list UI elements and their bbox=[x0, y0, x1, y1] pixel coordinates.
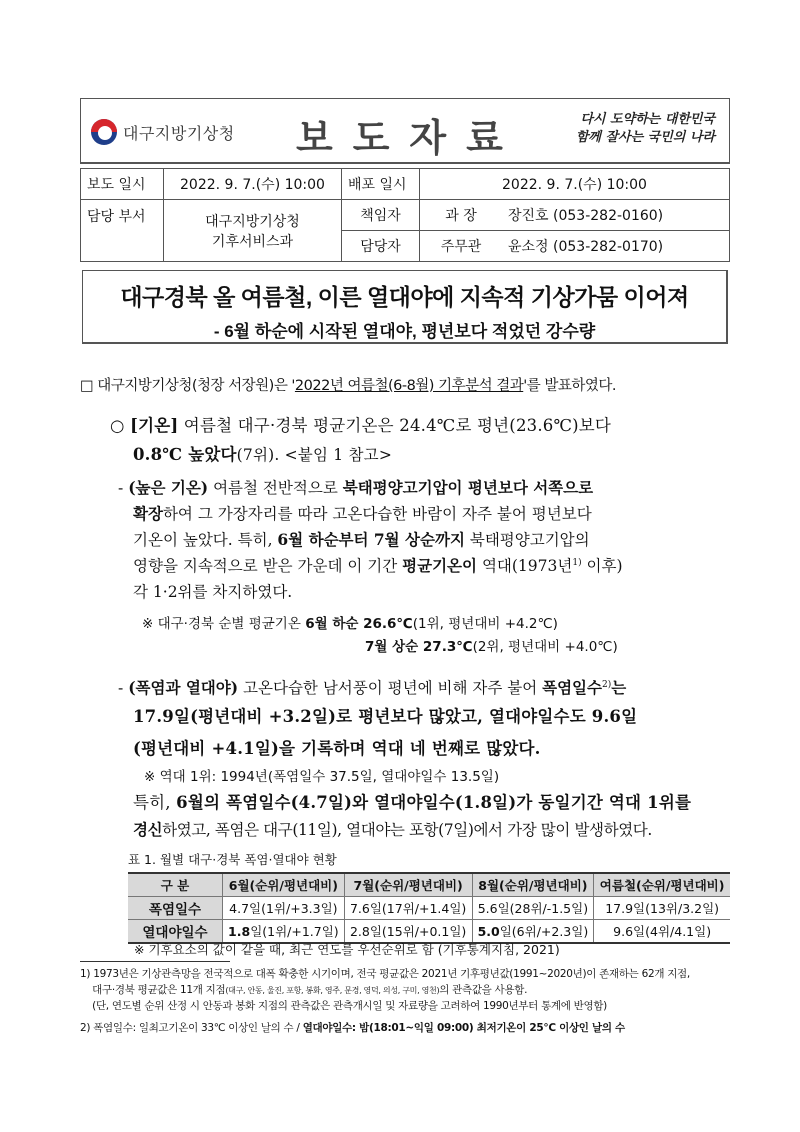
cell-text: 4.7일(1위/+3.3일) bbox=[229, 901, 338, 916]
high-temp-line-3 bbox=[133, 528, 590, 550]
headline-subtitle: - 6월 하순에 시작된 열대야, 평년보다 적었던 강수량 bbox=[213, 322, 596, 341]
temperature-rank: (7위). <붙임 1 참고> bbox=[236, 446, 393, 464]
heat-line-2: 17.9일(평년대비 +3.2일)로 평년보다 많았고, 열대야일수도 9.6일 bbox=[133, 707, 638, 726]
footnote-2 bbox=[80, 1020, 625, 1035]
heat-line-1 bbox=[118, 676, 626, 698]
table-header-row bbox=[128, 873, 730, 897]
cell-text: 일(6위/+2.3일) bbox=[499, 924, 589, 939]
agency-logo bbox=[91, 119, 235, 145]
taegeuk-logo-icon bbox=[91, 119, 117, 145]
agency-name: 대구지방기상청 bbox=[123, 123, 235, 143]
staff-contact: 윤소정 (053-282-0170) bbox=[502, 231, 730, 262]
release-info-table bbox=[80, 168, 730, 262]
circle-bullet-icon: ○ bbox=[110, 416, 125, 435]
slogan-line-1: 다시 도약하는 대한민국 bbox=[580, 112, 715, 127]
headline-title: 대구경북 올 여름철, 이른 열대야에 지속적 기상가뭄 이어져 bbox=[120, 284, 689, 310]
heat-tag: (폭염과 열대야) bbox=[128, 678, 239, 697]
high-temp-text: 북태평양고기압의 bbox=[464, 531, 590, 549]
distribute-date-value: 2022. 9. 7.(수) 10:00 bbox=[420, 169, 730, 200]
headline-box bbox=[82, 270, 728, 344]
table-cell bbox=[344, 897, 472, 920]
high-temp-text: 이후) bbox=[581, 557, 623, 575]
note-value-bold: 7월 상순 27.3℃ bbox=[365, 639, 473, 655]
heat-record-note: ※ 역대 1위: 1994년(폭염일수 37.5일, 열대야일수 13.5일) bbox=[144, 769, 500, 785]
heat-line-3: (평년대비 +4.1일)을 기록하며 역대 네 번째로 많았다. bbox=[133, 739, 541, 758]
high-temp-bold: 6월 하순부터 7월 상순까지 bbox=[277, 530, 465, 549]
dash-bullet: - bbox=[118, 479, 124, 497]
table-row bbox=[128, 897, 730, 920]
staff-title: 주무관 bbox=[420, 231, 503, 262]
lead-prefix: □ 대구지방기상청(청장 서장원)은 ' bbox=[80, 378, 295, 394]
high-temp-text: 기온이 높았다. 특히, bbox=[133, 531, 278, 549]
press-header bbox=[80, 98, 730, 164]
high-temp-line-4 bbox=[133, 554, 623, 576]
table-cell bbox=[594, 920, 730, 944]
high-temp-text: 각 1·2위를 차지하였다. bbox=[133, 583, 293, 601]
heat-text: 하였고, 폭염은 대구(11일), 열대야는 포항(7일)에서 가장 많이 발생하였다. bbox=[162, 821, 652, 839]
release-date-value: 2022. 9. 7.(수) 10:00 bbox=[164, 169, 342, 200]
note-value-rest: (1위, 평년대비 +4.2℃) bbox=[412, 616, 558, 632]
department-line-1: 대구지방기상청 bbox=[205, 213, 300, 230]
high-temp-note-2 bbox=[365, 635, 618, 655]
heat-bold: 폭염일수 bbox=[542, 678, 603, 697]
cell-bold: 1.8 bbox=[228, 924, 251, 939]
manager-title: 과 장 bbox=[420, 200, 503, 231]
note-value-bold: 6월 하순 26.6℃ bbox=[305, 616, 413, 632]
footnote-divider bbox=[80, 961, 230, 962]
high-temp-bold: 평균기온이 bbox=[402, 556, 478, 575]
heat-stats-table bbox=[128, 872, 730, 944]
cell-text: 17.9일(13위/3.2일) bbox=[605, 901, 720, 916]
department-value bbox=[164, 200, 342, 262]
heat-line-4 bbox=[133, 789, 691, 813]
note-prefix: ※ 대구·경북 순별 평균기온 bbox=[142, 616, 306, 632]
temperature-tag: [기온] bbox=[130, 416, 179, 435]
cell-text: 일(1위/+1.7일) bbox=[250, 924, 339, 939]
note-value-rest: (2위, 평년대비 +4.0℃) bbox=[472, 639, 618, 655]
table-note: ※ 기후요소의 값이 같을 때, 최근 연도를 우선순위로 함 (기후통계지침, 2021) bbox=[134, 942, 560, 957]
table-caption: 표 1. 월별 대구·경북 폭염·열대야 현황 bbox=[128, 852, 337, 867]
lead-report-title: 2022년 여름철(6-8월) 기후분석 결과 bbox=[294, 378, 524, 394]
high-temp-line-2 bbox=[133, 502, 592, 524]
footnote-stations: (대구, 안동, 울진, 포항, 봉화, 영주, 문경, 영덕, 의성, 구미, 영천) bbox=[225, 986, 440, 995]
footnote-text: 2) 폭염일수: 일최고기온이 33℃ 이상인 날의 수 / bbox=[80, 1022, 303, 1034]
table-header: 7월(순위/평년대비) bbox=[344, 873, 472, 897]
footnote-ref-1: 1) bbox=[572, 557, 582, 568]
high-temp-line-5 bbox=[133, 580, 292, 602]
manager-contact: 장진호 (053-282-0160) bbox=[502, 200, 730, 231]
footnote-1-line-2 bbox=[80, 982, 527, 997]
high-temp-text: 여름철 전반적으로 bbox=[208, 479, 343, 497]
dash-bullet: - bbox=[118, 679, 124, 697]
temperature-diff: 0.8℃ 높았다 bbox=[133, 445, 237, 464]
temperature-text-1: 여름철 대구·경북 평균기온은 24.4℃로 평년(23.6℃)보다 bbox=[178, 416, 612, 435]
high-temp-text: 역대(1973년 bbox=[477, 557, 573, 575]
row-label: 열대야일수 bbox=[128, 920, 223, 944]
cell-text: 9.6일(4위/4.1일) bbox=[613, 924, 712, 939]
slogan-line-2: 함께 잘사는 국민의 나라 bbox=[575, 130, 715, 145]
high-temp-tag: (높은 기온) bbox=[128, 478, 209, 497]
department-label: 담당 부서 bbox=[81, 200, 164, 262]
footnote-1-line-1: 1) 1973년은 기상관측망을 전국적으로 대폭 확충한 시기이며, 전국 평균값은 2021년 기후평년값(1991~2020년)이 존재하는 62개 지점, bbox=[80, 968, 690, 980]
distribute-date-label: 배포 일시 bbox=[342, 169, 420, 200]
high-temp-bold: 북태평양고기압이 평년보다 서쪽으로 bbox=[342, 478, 594, 497]
document-type-title: 보도자료 bbox=[296, 116, 523, 160]
table-cell bbox=[594, 897, 730, 920]
high-temp-text: 영향을 지속적으로 받은 가운데 이 기간 bbox=[133, 557, 403, 575]
footnote-1-line-3: (단, 연도별 순위 산정 시 안동과 봉화 지점의 관측값은 관측개시일 및 자료량을 고려하여 1990년부터 통계에 반영함) bbox=[80, 1000, 607, 1012]
cell-bold: 5.0 bbox=[477, 924, 500, 939]
heat-bold: 경신 bbox=[133, 820, 163, 839]
row-label: 폭염일수 bbox=[128, 897, 223, 920]
temperature-line-1 bbox=[110, 412, 611, 436]
staff-label: 담당자 bbox=[342, 231, 420, 262]
footnote-ref-2: 2) bbox=[602, 679, 612, 690]
footnote-bold: 열대야일수: 밤(18:01~익일 09:00) 최저기온이 25℃ 이상인 날의 수 bbox=[302, 1022, 625, 1034]
manager-label: 책임자 bbox=[342, 200, 420, 231]
heat-bold: 6월의 폭염일수(4.7일)와 열대야일수(1.8일)가 동일기간 역대 1위를 bbox=[176, 793, 692, 812]
department-line-2: 기후서비스과 bbox=[211, 233, 294, 250]
heat-line-5 bbox=[133, 818, 652, 840]
table-cell bbox=[223, 897, 345, 920]
lead-suffix: '를 발표하였다. bbox=[523, 378, 616, 394]
table-header: 6월(순위/평년대비) bbox=[223, 873, 345, 897]
government-slogan bbox=[576, 111, 715, 147]
table-cell bbox=[472, 897, 594, 920]
table-header: 여름철(순위/평년대비) bbox=[594, 873, 730, 897]
high-temp-text: 하여 그 가장자리를 따라 고온다습한 바람이 자주 불어 평년보다 bbox=[162, 505, 592, 523]
table-header: 구 분 bbox=[128, 873, 223, 897]
lead-paragraph bbox=[80, 374, 616, 395]
heat-bold: 는 bbox=[611, 678, 627, 697]
footnote-text: 의 관측값을 사용함. bbox=[439, 984, 528, 996]
high-temp-line-1 bbox=[118, 476, 593, 498]
temperature-line-2 bbox=[133, 441, 392, 465]
footnote-text: 대구·경북 평균값은 11개 지점 bbox=[80, 984, 226, 996]
cell-text: 7.6일(17위/+1.4일) bbox=[349, 901, 467, 916]
cell-text: 5.6일(28위/-1.5일) bbox=[477, 901, 589, 916]
high-temp-note-1 bbox=[142, 612, 558, 632]
release-date-label: 보도 일시 bbox=[81, 169, 164, 200]
cell-text: 2.8일(15위/+0.1일) bbox=[349, 924, 467, 939]
heat-text: 고온다습한 남서풍이 평년에 비해 자주 불어 bbox=[238, 679, 543, 697]
heat-text: 특히, bbox=[133, 793, 177, 812]
high-temp-bold: 확장 bbox=[133, 504, 163, 523]
table-header: 8월(순위/평년대비) bbox=[472, 873, 594, 897]
